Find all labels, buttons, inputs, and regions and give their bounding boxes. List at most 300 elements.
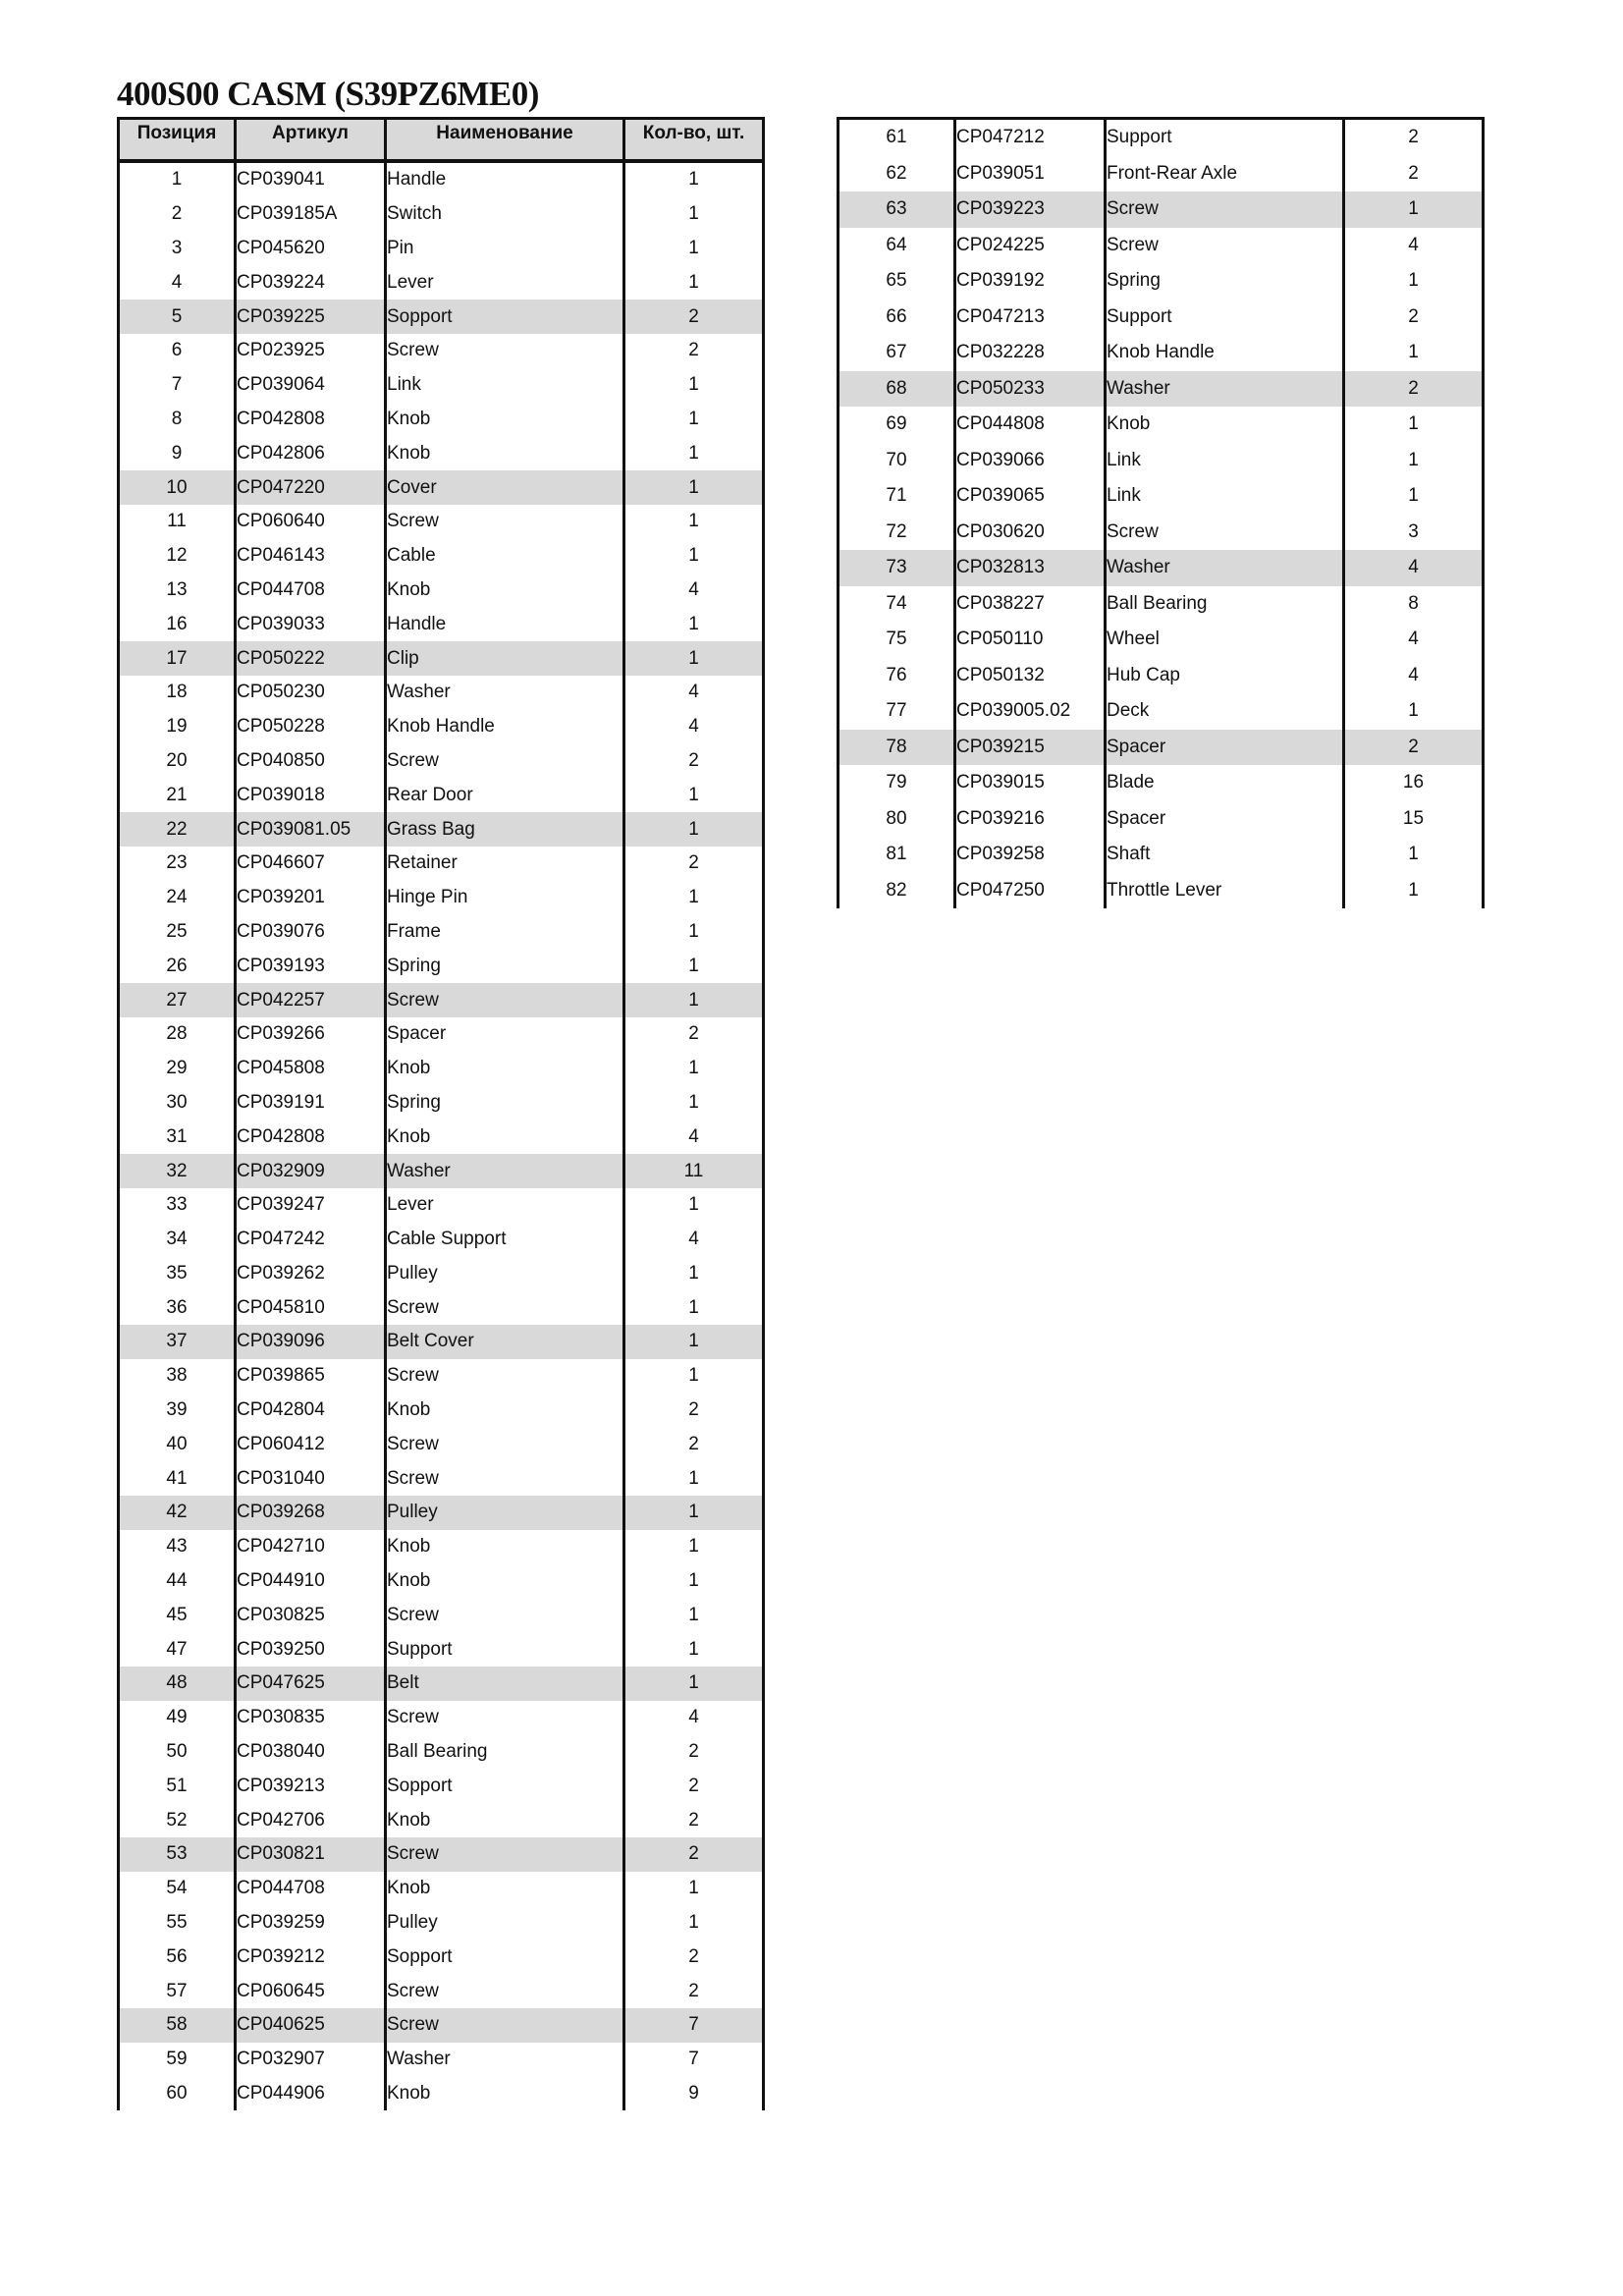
name-cell: Hinge Pin	[386, 881, 624, 915]
article-cell: CP039215	[955, 730, 1106, 766]
quantity-cell: 2	[1344, 730, 1484, 766]
article-cell: CP042808	[236, 403, 386, 437]
quantity-cell: 1	[624, 470, 764, 505]
position-cell: 8	[119, 403, 236, 437]
quantity-cell: 1	[624, 641, 764, 676]
name-cell: Pin	[386, 232, 624, 266]
position-cell: 51	[119, 1769, 236, 1803]
table-row	[119, 1257, 764, 1291]
quantity-cell: 2	[688, 1775, 699, 1796]
table-row	[839, 407, 1484, 443]
quantity-cell: 4	[1408, 664, 1419, 685]
table-row	[119, 1359, 764, 1394]
quantity-cell: 1	[1408, 413, 1419, 435]
table-row	[839, 550, 1484, 586]
position-cell: 7	[119, 368, 236, 403]
header-quantity: Кол-во, шт.	[624, 119, 764, 162]
table-row	[119, 1735, 764, 1770]
quantity-cell: 2	[688, 1945, 699, 1967]
position-cell: 59	[119, 2043, 236, 2077]
article-cell: CP039066	[955, 443, 1106, 479]
article-cell: CP044906	[236, 2077, 386, 2111]
article-cell: CP046607	[236, 847, 386, 881]
position-cell: 2	[119, 197, 236, 232]
quantity-cell: 1	[1408, 485, 1419, 507]
quantity-cell: 11	[624, 1154, 764, 1188]
name-cell: Spacer	[1106, 730, 1344, 766]
position-cell: 50	[119, 1735, 236, 1770]
name-cell: Screw	[386, 1290, 624, 1325]
position-cell: 37	[119, 1325, 236, 1359]
name-cell: Screw	[386, 2008, 624, 2043]
quantity-cell: 4	[688, 1707, 699, 1728]
table-row	[119, 1427, 764, 1461]
name-cell: Clip	[386, 641, 624, 676]
position-cell: 26	[119, 949, 236, 983]
table-row	[119, 1052, 764, 1086]
table-row	[839, 156, 1484, 192]
name-cell: Pulley	[386, 1906, 624, 1941]
name-cell: Knob	[386, 1052, 624, 1086]
name-cell: Knob	[386, 1803, 624, 1837]
position-cell: 72	[839, 515, 955, 551]
quantity-cell: 3	[1408, 520, 1419, 542]
name-cell: Screw	[1106, 515, 1344, 551]
article-cell: CP032909	[236, 1154, 386, 1188]
article-cell: CP045620	[236, 232, 386, 266]
quantity-cell: 1	[688, 784, 699, 805]
position-cell: 9	[119, 436, 236, 470]
table-row	[119, 574, 764, 608]
position-cell: 16	[119, 607, 236, 641]
name-cell: Link	[386, 368, 624, 403]
article-cell: CP039258	[955, 837, 1106, 873]
name-cell: Link	[1106, 443, 1344, 479]
article-cell: CP038227	[955, 586, 1106, 623]
quantity-cell: 1	[688, 1467, 699, 1489]
position-cell: 48	[119, 1667, 236, 1701]
article-cell: CP050230	[236, 676, 386, 710]
quantity-cell: 1	[688, 955, 699, 976]
table-row	[119, 1872, 764, 1906]
article-cell: CP050110	[955, 622, 1106, 658]
quantity-cell: 1	[1408, 700, 1419, 722]
quantity-cell: 2	[688, 1023, 699, 1045]
position-cell: 40	[119, 1427, 236, 1461]
quantity-cell: 1	[688, 545, 699, 567]
name-cell: Hub Cap	[1106, 658, 1344, 694]
position-cell: 22	[119, 812, 236, 847]
table-row	[119, 1154, 764, 1188]
position-cell: 18	[119, 676, 236, 710]
article-cell: CP042706	[236, 1803, 386, 1837]
name-cell: Screw	[386, 1974, 624, 2008]
table-row	[839, 765, 1484, 801]
position-cell: 45	[119, 1598, 236, 1632]
table-row	[119, 983, 764, 1017]
name-cell: Screw	[386, 334, 624, 368]
quantity-cell: 1	[688, 1262, 699, 1284]
table-row	[839, 730, 1484, 766]
quantity-cell: 1	[688, 271, 699, 293]
name-cell: Lever	[386, 265, 624, 300]
position-cell: 80	[839, 801, 955, 838]
table-row	[119, 470, 764, 505]
table-row	[119, 812, 764, 847]
article-cell: CP030825	[236, 1598, 386, 1632]
article-cell: CP039865	[236, 1359, 386, 1394]
table-row	[119, 1496, 764, 1530]
position-cell: 56	[119, 1940, 236, 1974]
name-cell: Spring	[386, 949, 624, 983]
article-cell: CP042808	[236, 1120, 386, 1154]
quantity-cell: 4	[688, 682, 699, 703]
quantity-cell: 4	[688, 1229, 699, 1250]
name-cell: Grass Bag	[386, 812, 624, 847]
quantity-cell: 2	[688, 1809, 699, 1831]
table-row	[119, 1598, 764, 1632]
name-cell: Spring	[1106, 263, 1344, 300]
position-cell: 60	[119, 2077, 236, 2111]
article-cell: CP047242	[236, 1223, 386, 1257]
quantity-cell: 1	[688, 1604, 699, 1625]
article-cell: CP038040	[236, 1735, 386, 1770]
name-cell: Washer	[386, 676, 624, 710]
position-cell: 75	[839, 622, 955, 658]
table-row	[119, 1017, 764, 1052]
name-cell: Spacer	[386, 1017, 624, 1052]
name-cell: Screw	[386, 1461, 624, 1496]
article-cell: CP045810	[236, 1290, 386, 1325]
quantity-cell: 4	[1344, 550, 1484, 586]
name-cell: Knob	[386, 1530, 624, 1564]
quantity-cell: 1	[688, 237, 699, 258]
name-cell: Screw	[386, 983, 624, 1017]
position-cell: 73	[839, 550, 955, 586]
article-cell: CP039193	[236, 949, 386, 983]
table-row	[839, 371, 1484, 408]
position-cell: 28	[119, 1017, 236, 1052]
table-row	[119, 1394, 764, 1428]
quantity-cell: 1	[688, 511, 699, 532]
name-cell: Support	[1106, 300, 1344, 336]
article-cell: CP039225	[236, 300, 386, 334]
table-row	[839, 801, 1484, 838]
quantity-cell: 2	[688, 1399, 699, 1421]
quantity-cell: 8	[1408, 592, 1419, 614]
name-cell: Handle	[386, 607, 624, 641]
article-cell: CP042804	[236, 1394, 386, 1428]
name-cell: Ball Bearing	[386, 1735, 624, 1770]
quantity-cell: 16	[1402, 772, 1425, 793]
table-row	[119, 2008, 764, 2043]
name-cell: Ball Bearing	[1106, 586, 1344, 623]
name-cell: Blade	[1106, 765, 1344, 801]
table-row	[119, 161, 764, 197]
article-cell: CP050222	[236, 641, 386, 676]
position-cell: 39	[119, 1394, 236, 1428]
table-row	[119, 436, 764, 470]
name-cell: Sopport	[386, 1940, 624, 1974]
position-cell: 67	[839, 335, 955, 371]
position-cell: 12	[119, 539, 236, 574]
table-row	[839, 478, 1484, 515]
position-cell: 5	[119, 300, 236, 334]
position-cell: 57	[119, 1974, 236, 2008]
position-cell: 78	[839, 730, 955, 766]
quantity-cell: 1	[624, 1667, 764, 1701]
article-cell: CP042806	[236, 436, 386, 470]
table-row	[119, 1837, 764, 1872]
name-cell: Link	[1106, 478, 1344, 515]
article-cell: CP060645	[236, 1974, 386, 2008]
name-cell: Washer	[1106, 371, 1344, 408]
quantity-cell: 7	[624, 2008, 764, 2043]
quantity-cell: 4	[688, 716, 699, 738]
article-cell: CP039192	[955, 263, 1106, 300]
article-cell: CP032907	[236, 2043, 386, 2077]
table-row	[119, 1120, 764, 1154]
table-row	[839, 622, 1484, 658]
article-cell: CP024225	[955, 228, 1106, 264]
position-cell: 49	[119, 1701, 236, 1735]
position-cell: 64	[839, 228, 955, 264]
quantity-cell: 1	[1408, 879, 1419, 901]
quantity-cell: 1	[1344, 191, 1484, 228]
name-cell: Knob	[386, 1394, 624, 1428]
article-cell: CP047213	[955, 300, 1106, 336]
name-cell: Shaft	[1106, 837, 1344, 873]
header-row	[119, 119, 764, 162]
name-cell: Throttle Lever	[1106, 873, 1344, 909]
article-cell: CP039201	[236, 881, 386, 915]
article-cell: CP044708	[236, 574, 386, 608]
table-row	[119, 1290, 764, 1325]
quantity-cell: 1	[688, 408, 699, 429]
position-cell: 30	[119, 1086, 236, 1121]
article-cell: CP039212	[236, 1940, 386, 1974]
table-row	[839, 191, 1484, 228]
table-row	[119, 1188, 764, 1223]
name-cell: Cable	[386, 539, 624, 574]
name-cell: Sopport	[386, 1769, 624, 1803]
name-cell: Handle	[386, 161, 624, 197]
quantity-cell: 1	[688, 920, 699, 942]
quantity-cell: 2	[688, 1741, 699, 1763]
position-cell: 38	[119, 1359, 236, 1394]
quantity-cell: 1	[1408, 342, 1419, 363]
table-row	[839, 693, 1484, 730]
table-row	[839, 873, 1484, 909]
article-cell: CP046143	[236, 539, 386, 574]
quantity-cell: 1	[688, 169, 699, 191]
table-row	[839, 263, 1484, 300]
position-cell: 24	[119, 881, 236, 915]
name-cell: Spacer	[1106, 801, 1344, 838]
article-cell: CP060640	[236, 505, 386, 539]
article-cell: CP039223	[955, 191, 1106, 228]
quantity-cell: 9	[688, 2083, 699, 2105]
article-cell: CP032228	[955, 335, 1106, 371]
name-cell: Knob Handle	[386, 710, 624, 744]
quantity-cell: 1	[624, 983, 764, 1017]
quantity-cell: 2	[688, 340, 699, 361]
name-cell: Belt Cover	[386, 1325, 624, 1359]
name-cell: Lever	[386, 1188, 624, 1223]
article-cell: CP060412	[236, 1427, 386, 1461]
table-row	[119, 881, 764, 915]
name-cell: Knob Handle	[1106, 335, 1344, 371]
article-cell: CP039250	[236, 1632, 386, 1667]
quantity-cell: 2	[624, 1837, 764, 1872]
table-row	[119, 915, 764, 950]
quantity-cell: 1	[688, 1638, 699, 1660]
table-row	[119, 1940, 764, 1974]
position-cell: 21	[119, 778, 236, 812]
table-row	[119, 710, 764, 744]
article-cell: CP047250	[955, 873, 1106, 909]
name-cell: Knob	[386, 403, 624, 437]
name-cell: Screw	[386, 1598, 624, 1632]
position-cell: 1	[119, 161, 236, 197]
position-cell: 25	[119, 915, 236, 950]
article-cell: CP039081.05	[236, 812, 386, 847]
article-cell: CP040850	[236, 744, 386, 779]
name-cell: Washer	[386, 1154, 624, 1188]
table-row	[119, 1906, 764, 1941]
position-cell: 17	[119, 641, 236, 676]
name-cell: Belt	[386, 1667, 624, 1701]
quantity-cell: 2	[688, 852, 699, 874]
position-cell: 77	[839, 693, 955, 730]
quantity-cell: 2	[1408, 127, 1419, 148]
article-cell: CP030835	[236, 1701, 386, 1735]
position-cell: 4	[119, 265, 236, 300]
article-cell: CP039051	[955, 156, 1106, 192]
quantity-cell: 7	[688, 2049, 699, 2070]
name-cell: Pulley	[386, 1496, 624, 1530]
quantity-cell: 2	[688, 1433, 699, 1454]
name-cell: Screw	[386, 1701, 624, 1735]
table-row	[119, 403, 764, 437]
quantity-cell: 2	[624, 300, 764, 334]
article-cell: CP030821	[236, 1837, 386, 1872]
position-cell: 74	[839, 586, 955, 623]
quantity-cell: 1	[688, 1536, 699, 1558]
name-cell: Knob	[386, 574, 624, 608]
table-row	[839, 658, 1484, 694]
table-row	[839, 335, 1484, 371]
table-row	[119, 778, 764, 812]
quantity-cell: 1	[688, 1194, 699, 1216]
name-cell: Screw	[386, 744, 624, 779]
position-cell: 71	[839, 478, 955, 515]
table-row	[839, 119, 1484, 156]
document-title: 400S00 CASM (S39PZ6ME0)	[117, 75, 539, 113]
position-cell: 54	[119, 1872, 236, 1906]
article-cell: CP039005.02	[955, 693, 1106, 730]
header-name: Наименование	[386, 119, 624, 162]
table-row	[119, 1974, 764, 2008]
table-row	[119, 2043, 764, 2077]
position-cell: 61	[839, 119, 955, 156]
quantity-cell: 4	[1408, 629, 1419, 650]
table-row	[119, 744, 764, 779]
article-cell: CP044708	[236, 1872, 386, 1906]
article-cell: CP032813	[955, 550, 1106, 586]
position-cell: 13	[119, 574, 236, 608]
quantity-cell: 1	[688, 1091, 699, 1113]
table-row	[119, 232, 764, 266]
table-row	[119, 847, 764, 881]
name-cell: Screw	[386, 1837, 624, 1872]
name-cell: Knob	[386, 1564, 624, 1599]
quantity-cell: 1	[688, 374, 699, 396]
name-cell: Retainer	[386, 847, 624, 881]
name-cell: Frame	[386, 915, 624, 950]
position-cell: 53	[119, 1837, 236, 1872]
position-cell: 34	[119, 1223, 236, 1257]
table-row	[119, 1564, 764, 1599]
quantity-cell: 2	[688, 749, 699, 771]
position-cell: 19	[119, 710, 236, 744]
header-position: Позиция	[119, 119, 236, 162]
position-cell: 47	[119, 1632, 236, 1667]
article-cell: CP039018	[236, 778, 386, 812]
article-cell: CP039247	[236, 1188, 386, 1223]
article-cell: CP030620	[955, 515, 1106, 551]
quantity-cell: 1	[688, 1878, 699, 1899]
table-row	[839, 228, 1484, 264]
position-cell: 20	[119, 744, 236, 779]
quantity-cell: 2	[688, 1980, 699, 2001]
table-row	[839, 586, 1484, 623]
name-cell: Spring	[386, 1086, 624, 1121]
name-cell: Screw	[386, 1427, 624, 1461]
table-row	[119, 539, 764, 574]
quantity-cell: 1	[688, 887, 699, 908]
article-cell: CP050132	[955, 658, 1106, 694]
table-row	[119, 265, 764, 300]
quantity-cell: 2	[1344, 371, 1484, 408]
position-cell: 68	[839, 371, 955, 408]
position-cell: 35	[119, 1257, 236, 1291]
position-cell: 32	[119, 1154, 236, 1188]
position-cell: 65	[839, 263, 955, 300]
name-cell: Knob	[386, 436, 624, 470]
quantity-cell: 1	[1408, 844, 1419, 865]
article-cell: CP047220	[236, 470, 386, 505]
position-cell: 29	[119, 1052, 236, 1086]
table-row	[119, 1667, 764, 1701]
article-cell: CP039041	[236, 161, 386, 197]
quantity-cell: 1	[624, 1496, 764, 1530]
name-cell: Knob	[1106, 407, 1344, 443]
position-cell: 55	[119, 1906, 236, 1941]
position-cell: 11	[119, 505, 236, 539]
name-cell: Knob	[386, 1872, 624, 1906]
table-row	[119, 300, 764, 334]
table-row	[119, 1086, 764, 1121]
quantity-cell: 1	[624, 812, 764, 847]
article-cell: CP039262	[236, 1257, 386, 1291]
article-cell: CP031040	[236, 1461, 386, 1496]
article-cell: CP039033	[236, 607, 386, 641]
article-cell: CP045808	[236, 1052, 386, 1086]
table-row	[119, 1325, 764, 1359]
position-cell: 62	[839, 156, 955, 192]
article-cell: CP039191	[236, 1086, 386, 1121]
